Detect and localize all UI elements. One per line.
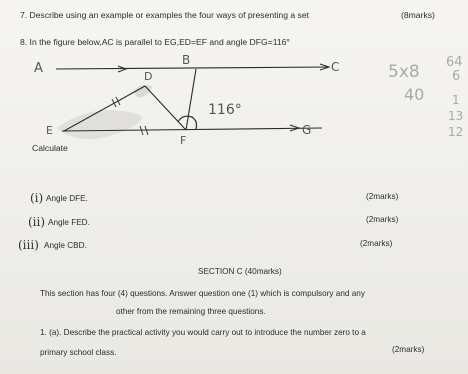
part-i-numeral: (i) — [30, 191, 44, 205]
question-1a-line1: 1. (a). Describe the practical activity you would carry out to introduce the number zero to a — [40, 328, 366, 337]
smudge-shade — [57, 110, 143, 139]
label-c: C — [331, 60, 340, 74]
margin-note-1: 1 — [452, 93, 460, 107]
part-ii-label: Angle FED. — [48, 218, 90, 227]
line-df — [145, 86, 186, 130]
question-1a-line2: primary school class. — [40, 348, 117, 357]
question-8-text: 8. In the figure below,AC is parallel to EG,ED=EF and angle DFG=116° — [20, 37, 290, 47]
part-i-marks: (2marks) — [366, 192, 399, 201]
section-c-title: SECTION C (40marks) — [198, 267, 282, 276]
question-7-text: 7. Describe using an example or examples the four ways of presenting a set — [20, 10, 309, 20]
section-c-intro-line1: This section has four (4) questions. Answer question one (1) which is compulsory and any — [40, 289, 365, 298]
margin-note-40: 40 — [404, 85, 425, 104]
line-bf — [186, 69, 196, 130]
label-f: F — [180, 134, 187, 147]
margin-note-13: 13 — [448, 109, 464, 123]
question-7-marks: (8marks) — [401, 10, 435, 20]
angle-label-116: 116° — [208, 102, 242, 118]
line-ac — [56, 67, 328, 69]
part-iii-label: Angle CBD. — [44, 241, 87, 250]
part-i-label: Angle DFE. — [46, 194, 88, 203]
section-c-intro-line2: other from the remaining three questions. — [116, 307, 266, 316]
margin-note-64: 64 — [446, 55, 463, 70]
part-iii-numeral: (iii) — [18, 238, 39, 252]
question-1a-marks: (2marks) — [392, 345, 425, 354]
label-d: D — [144, 70, 153, 83]
part-ii-numeral: (ii) — [28, 215, 46, 229]
label-g: G — [302, 123, 312, 137]
label-a: A — [34, 61, 43, 76]
part-ii-marks: (2marks) — [366, 215, 399, 224]
label-e: E — [46, 124, 53, 137]
part-iii-marks: (2marks) — [360, 239, 393, 248]
calculate-label: Calculate — [32, 143, 68, 153]
margin-note-6: 6 — [452, 69, 461, 84]
margin-note-12: 12 — [448, 125, 464, 139]
margin-note-5x8: 5x8 — [388, 62, 420, 82]
label-b: B — [182, 53, 191, 67]
